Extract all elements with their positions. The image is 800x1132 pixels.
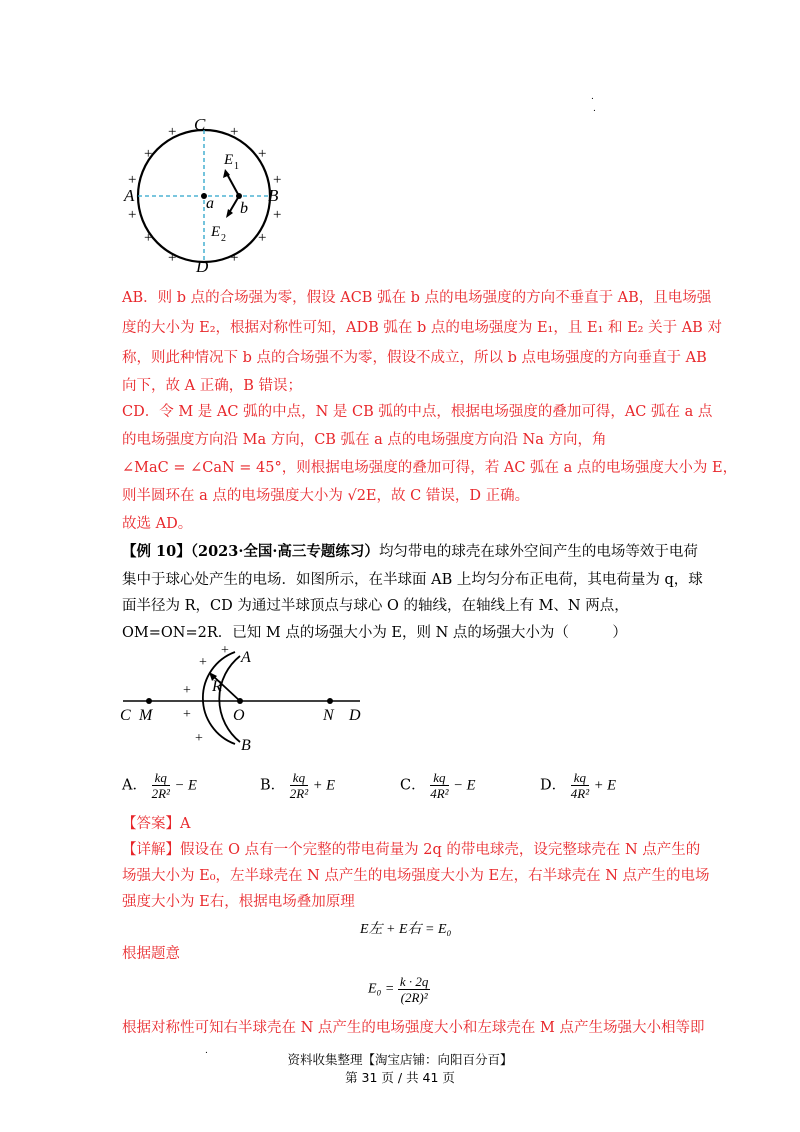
label-a-cap: A — [241, 649, 251, 666]
numerator: kq — [430, 770, 448, 786]
numerator: kq — [152, 770, 170, 786]
label-e2: E — [211, 224, 221, 240]
label-a-cap: A — [124, 186, 135, 205]
example-text: 集中于球心处产生的电场．如图所示，在半球面 AB 上均匀分布正电荷，其电荷量为 q，球 — [122, 572, 703, 588]
denominator: 2R² — [151, 786, 170, 801]
text-line: CD．令 M 是 AC 弧的中点，N 是 CB 弧的中点，根据电场强度的叠加可得，AC 弧在 a 点 — [122, 404, 713, 420]
text-line: ∠MaC = ∠CaN = 45°，则根据电场强度的叠加可得，若 AC 弧在 a 点的电场强度大小为 E， — [122, 460, 738, 476]
label-b-cap: B — [268, 186, 279, 205]
text-line: 根据对称性可知右半球壳在 N 点产生的电场强度大小和左球壳在 M 点产生场强大小相等即 — [122, 1020, 705, 1036]
text-line: 根据题意 — [122, 946, 180, 962]
plus-sign: + — [128, 172, 137, 188]
label-r: R — [212, 678, 222, 695]
example-text: OM=ON=2R．已知 M 点的场强大小为 E，则 N 点的场强大小为（ ） — [122, 625, 627, 641]
plus-sign: + — [230, 124, 239, 140]
text-line: 强度大小为 E右，根据电场叠加原理 — [122, 894, 355, 910]
text-line: 向下，故 A 正确，B 错误； — [122, 378, 302, 394]
plus-sign: + — [258, 230, 267, 246]
option-c[interactable] — [400, 770, 475, 801]
stray-dot: . — [205, 1046, 208, 1056]
option-d[interactable] — [540, 770, 616, 801]
example-text: 面半径为 R，CD 为通过半球顶点与球心 O 的轴线，在轴线上有 M、N 两点， — [122, 598, 629, 614]
equation-superposition: E左 + E右 = E₀ — [360, 922, 452, 937]
option-label: A． — [122, 777, 147, 794]
numerator: k · 2q — [399, 974, 429, 989]
text-line: 【详解】假设在 O 点有一个完整的带电荷量为 2q 的带电球壳，设完整球壳在 N 点产生的 — [122, 842, 701, 858]
example-header — [122, 542, 698, 562]
hemisphere-figure — [115, 640, 375, 755]
text-line: 则半圆环在 a 点的电场强度大小为 √2E，故 C 错误，D 正确。 — [122, 488, 530, 504]
numerator: kq — [571, 770, 589, 786]
option-fraction — [152, 770, 170, 801]
option-b[interactable] — [260, 770, 335, 801]
option-fraction — [430, 770, 448, 801]
plus-sign: + — [230, 250, 239, 266]
option-rest: + E — [593, 777, 616, 794]
conclusion: 故选 AD。 — [122, 516, 193, 532]
option-label: C． — [400, 777, 426, 794]
option-fraction — [571, 770, 589, 801]
corner-mark: . — [593, 104, 596, 114]
answer: 【答案】A — [122, 816, 191, 832]
label-e1: E — [224, 152, 234, 168]
denominator: 4R² — [570, 786, 590, 801]
label-m: M — [139, 707, 153, 724]
denominator: (2R)² — [400, 990, 428, 1005]
example-text: 均匀带电的球壳在球外空间产生的电场等效于电荷 — [378, 544, 698, 560]
ring-figure — [120, 112, 290, 277]
plus-sign: + — [144, 146, 153, 162]
text-line: 称，则此种情况下 b 点的合场强不为零，假设不成立，所以 b 点电场强度的方向垂直于 AB — [122, 350, 707, 366]
example-tag: 【例 10】（2023·全国·高三专题练习） — [122, 543, 379, 560]
label-b-cap: B — [241, 737, 251, 754]
text-line: 场强大小为 E₀，左半球壳在 N 点产生的电场强度大小为 E左，右半球壳在 N 点产生的电场 — [122, 868, 710, 884]
label-e1-sub: 1 — [234, 161, 239, 172]
text-line: 度的大小为 E₂，根据对称性可知，ADB 弧在 b 点的电场强度为 E₁，且 E₁ 和 E₂ 关于 AB 对 — [122, 320, 722, 336]
footer-page: 第 31 页 / 共 41 页 — [345, 1070, 455, 1085]
label-d: D — [349, 707, 361, 724]
corner-mark: . — [591, 92, 594, 102]
text-line: 的电场强度方向沿 Ma 方向，CB 弧在 a 点的电场强度方向沿 Na 方向，角 — [122, 432, 607, 448]
plus-sign: + — [144, 230, 153, 246]
label-c: C — [120, 707, 131, 724]
plus-sign: + — [221, 643, 229, 658]
plus-sign: + — [183, 707, 191, 722]
option-label: B． — [260, 777, 286, 794]
option-rest: − E — [453, 777, 476, 794]
plus-sign: + — [273, 207, 282, 223]
denominator: 2R² — [289, 786, 309, 801]
label-n: N — [323, 707, 334, 724]
denominator: 4R² — [430, 786, 449, 801]
equation-fraction — [398, 974, 431, 1005]
label-a: a — [206, 195, 214, 212]
label-e2-sub: 2 — [221, 233, 226, 244]
plus-sign: + — [199, 655, 207, 670]
option-rest: + E — [312, 777, 335, 794]
text-line: AB．则 b 点的合场强为零，假设 ACB 弧在 b 点的电场强度的方向不垂直于 AB，且电场强 — [122, 290, 712, 306]
footer-source: 资料收集整理【淘宝店铺：向阳百分百】 — [287, 1052, 513, 1067]
plus-sign: + — [258, 146, 267, 162]
label-d: D — [196, 257, 209, 276]
label-c: C — [194, 115, 206, 134]
option-label: D． — [540, 777, 567, 794]
plus-sign: + — [273, 172, 282, 188]
plus-sign: + — [128, 207, 137, 223]
numerator: kq — [290, 770, 308, 786]
label-b: b — [240, 200, 248, 217]
plus-sign: + — [168, 250, 177, 266]
plus-sign: + — [195, 731, 203, 746]
option-a[interactable] — [122, 770, 197, 801]
plus-sign: + — [183, 683, 191, 698]
equation-lhs: E₀ = — [368, 981, 395, 997]
option-rest: − E — [174, 777, 197, 794]
equation-e0 — [368, 974, 430, 1005]
option-fraction — [290, 770, 308, 801]
plus-sign: + — [168, 124, 177, 140]
label-o: O — [233, 707, 245, 724]
